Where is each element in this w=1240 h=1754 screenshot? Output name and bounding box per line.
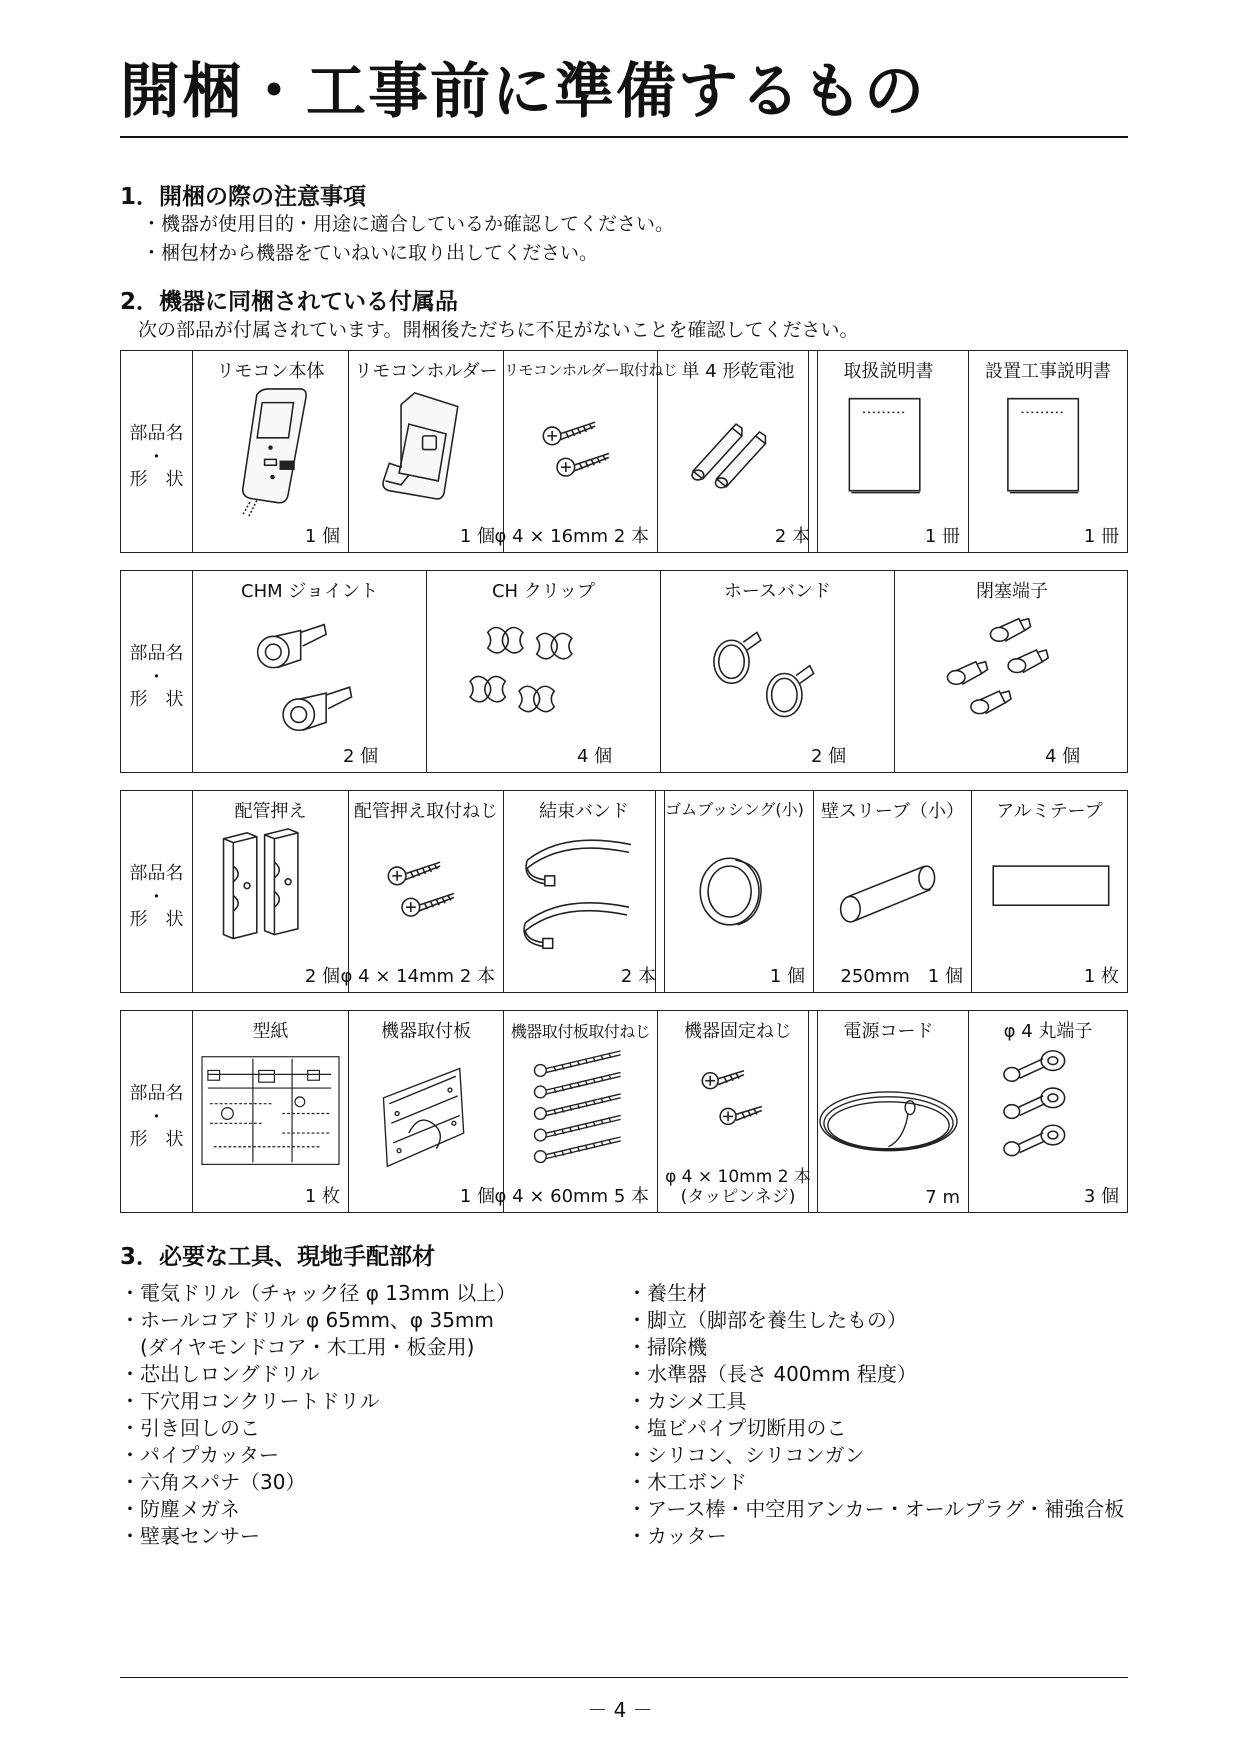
screw-pair-icon (658, 1045, 818, 1164)
part-qty: 1 枚 (304, 1186, 340, 1207)
part-qty: 1 個 (769, 966, 805, 987)
row-label-name: 部品名 (129, 643, 184, 664)
part-cell (193, 791, 349, 992)
part-name: 取扱説明書 (843, 361, 934, 382)
part-qty: φ 4 × 16mm 2 本 (494, 526, 649, 547)
tool-item: ・アース棒・中空用アンカー・オールプラグ・補強合板 (627, 1497, 1125, 1521)
tool-item: ・塩ビパイプ切断用のこ (627, 1416, 847, 1440)
joint-icon (193, 605, 426, 742)
part-cell (494, 1011, 658, 1212)
tool-item: ・下穴用コンクリートドリル (120, 1389, 380, 1413)
ring-terminal-icon (969, 1045, 1127, 1182)
section2-heading: 2．機器に同梱されている付属品 (120, 289, 459, 315)
booklet-icon (969, 385, 1127, 522)
part-cell (661, 571, 895, 772)
tool-item: ・壁裏センサー (120, 1524, 260, 1548)
part-qty: 1 冊 (1083, 526, 1119, 547)
section1-line: ・機器が使用目的・用途に適合しているか確認してください。 (142, 213, 675, 235)
part-name: 機器固定ねじ (684, 1021, 792, 1042)
part-qty-note: (タッピンネジ) (680, 1187, 796, 1207)
row-label (121, 791, 193, 992)
parts-table-4b (808, 1010, 1128, 1213)
tools-list-right (627, 1280, 1124, 1550)
part-cell (349, 351, 504, 552)
parts-table-1 (120, 350, 818, 553)
part-name: 電源コード (843, 1021, 934, 1042)
tool-item: ・カッター (627, 1524, 727, 1548)
tool-item: ・六角スパナ（30） (120, 1470, 306, 1494)
part-qty: 2 本 (620, 966, 656, 987)
part-qty: 1 個 (304, 526, 340, 547)
tool-item: ・シリコン、シリコンガン (627, 1443, 865, 1467)
row-label-dot: ・ (147, 447, 166, 468)
tool-item: ・ホールコアドリル φ 65mm、φ 35mm (120, 1308, 494, 1332)
part-cell (969, 1011, 1127, 1212)
remote-control-icon (193, 385, 348, 522)
part-qty: 7 m (925, 1187, 960, 1208)
part-name: リモコン本体 (216, 361, 325, 382)
tool-item: ・防塵メガネ (120, 1497, 240, 1521)
rubber-bushing-icon (656, 825, 813, 962)
row-label-shape: 形 状 (129, 689, 184, 710)
part-qty: 3 個 (1083, 1186, 1119, 1207)
wall-sleeve-icon (814, 825, 971, 962)
pipe-clamp-icon (193, 825, 348, 962)
part-qty: 4 個 (577, 746, 613, 767)
aluminum-tape-icon (972, 825, 1127, 962)
tool-item: ・カシメ工具 (627, 1389, 747, 1413)
section1-line: ・梱包材から機器をていねいに取り出してください。 (142, 242, 599, 264)
part-qty: 4 個 (1045, 746, 1081, 767)
part-name: 配管押え (234, 801, 307, 822)
part-name: 結束バンド (539, 801, 629, 822)
part-cell (969, 351, 1127, 552)
part-name: CH クリップ (491, 581, 596, 602)
part-qty: 1 個 (459, 1186, 495, 1207)
section2-intro: 次の部品が付属されています。開梱後ただちに不足がないことを確認してください。 (138, 319, 859, 341)
row-label-dot: ・ (147, 887, 166, 908)
tool-item: ・掃除機 (627, 1335, 707, 1359)
power-cord-icon (809, 1045, 968, 1182)
part-cell (809, 1011, 969, 1212)
part-name: 壁スリーブ（小） (820, 801, 965, 822)
part-qty: φ 4 × 10mm 2 本 (665, 1167, 811, 1187)
section3-heading: 3．必要な工具、現地手配部材 (120, 1244, 436, 1270)
part-qty: 2 個 (343, 746, 379, 767)
closed-terminal-icon (895, 605, 1129, 742)
part-cell (193, 351, 349, 552)
part-cell (494, 351, 678, 552)
part-qty: 2 本 (774, 526, 810, 547)
part-qty: 1 個 (459, 526, 495, 547)
remote-holder-icon (349, 385, 503, 522)
row-label (121, 1011, 193, 1212)
part-cell (193, 1011, 349, 1212)
row-label-shape: 形 状 (129, 469, 184, 490)
part-cell (193, 571, 427, 772)
part-qty: φ 4 × 14mm 2 本 (340, 966, 495, 987)
part-cell (658, 1011, 818, 1212)
row-label-shape: 形 状 (129, 909, 184, 930)
part-cell (658, 351, 818, 552)
part-qty: 250mm 1 個 (840, 966, 963, 987)
tool-item: ・引き回しのこ (120, 1416, 260, 1440)
part-cell (656, 791, 814, 992)
row-label (121, 571, 193, 772)
part-name: アルミテープ (996, 801, 1103, 822)
part-cell (972, 791, 1127, 992)
cable-tie-icon (504, 825, 664, 962)
long-screws-icon (504, 1045, 657, 1182)
screw-pair-icon (504, 385, 657, 522)
tool-item: ・水準器（長さ 400mm 程度） (627, 1362, 917, 1386)
part-qty: 1 冊 (924, 526, 960, 547)
part-name: 単 4 形乾電池 (681, 361, 795, 382)
parts-table-1b (808, 350, 1128, 553)
hose-band-icon (661, 605, 894, 742)
part-qty: 2 個 (811, 746, 847, 767)
part-name: 機器取付板取付ねじ (510, 1022, 651, 1041)
page-number: － 4 － (587, 1698, 653, 1722)
tool-item: ・養生材 (627, 1281, 707, 1305)
part-name: リモコンホルダー取付ねじ (504, 361, 678, 379)
part-cell (814, 791, 972, 992)
part-name: 配管押え取付ねじ (354, 801, 498, 822)
part-cell (504, 791, 664, 992)
row-label-shape: 形 状 (129, 1129, 184, 1150)
parts-table-3b (655, 790, 1128, 993)
row-label-name: 部品名 (129, 1083, 184, 1104)
part-name: 型紙 (252, 1021, 289, 1042)
footer-rule (120, 1677, 1128, 1678)
tool-item: ・電気ドリル（チャック径 φ 13mm 以上） (120, 1281, 517, 1305)
tools-list-left (120, 1280, 516, 1550)
part-name: 機器取付板 (381, 1021, 471, 1042)
tool-item: ・脚立（脚部を養生したもの） (627, 1308, 907, 1332)
parts-table-3 (120, 790, 665, 993)
tool-item: (ダイヤモンドコア・木工用・板金用) (120, 1335, 475, 1359)
part-qty: φ 4 × 60mm 5 本 (494, 1186, 649, 1207)
part-name: CHM ジョイント (241, 581, 378, 602)
parts-table-2 (120, 570, 1128, 773)
clip-icon (427, 605, 660, 742)
part-name: 設置工事説明書 (985, 361, 1111, 382)
row-label-name: 部品名 (129, 423, 184, 444)
template-paper-icon (193, 1045, 348, 1182)
part-cell (895, 571, 1129, 772)
part-cell (340, 791, 504, 992)
battery-icon (658, 385, 818, 522)
section1-heading: 1．開梱の際の注意事項 (120, 184, 367, 210)
part-cell (427, 571, 661, 772)
tool-item: ・芯出しロングドリル (120, 1362, 320, 1386)
part-name: 閉塞端子 (976, 581, 1048, 602)
tool-item: ・パイプカッター (120, 1443, 279, 1467)
row-label (121, 351, 193, 552)
part-name: ゴムブッシング(小) (665, 800, 804, 819)
booklet-icon (809, 385, 968, 522)
part-name: φ 4 丸端子 (1003, 1021, 1093, 1042)
tool-item: ・木工ボンド (627, 1470, 747, 1494)
mounting-plate-icon (349, 1045, 503, 1182)
row-label-name: 部品名 (129, 863, 184, 884)
row-label-dot: ・ (147, 667, 166, 688)
page-title: 開梱・工事前に準備するもの (120, 57, 926, 127)
part-qty: 2 個 (304, 966, 340, 987)
part-qty: 1 枚 (1083, 966, 1119, 987)
part-cell (809, 351, 969, 552)
row-label-dot: ・ (147, 1107, 166, 1128)
part-cell (349, 1011, 504, 1212)
parts-table-4 (120, 1010, 818, 1213)
part-name: リモコンホルダー (354, 361, 498, 382)
screw-pair-icon (349, 825, 503, 962)
title-rule (120, 136, 1128, 138)
part-name: ホースバンド (723, 581, 832, 602)
